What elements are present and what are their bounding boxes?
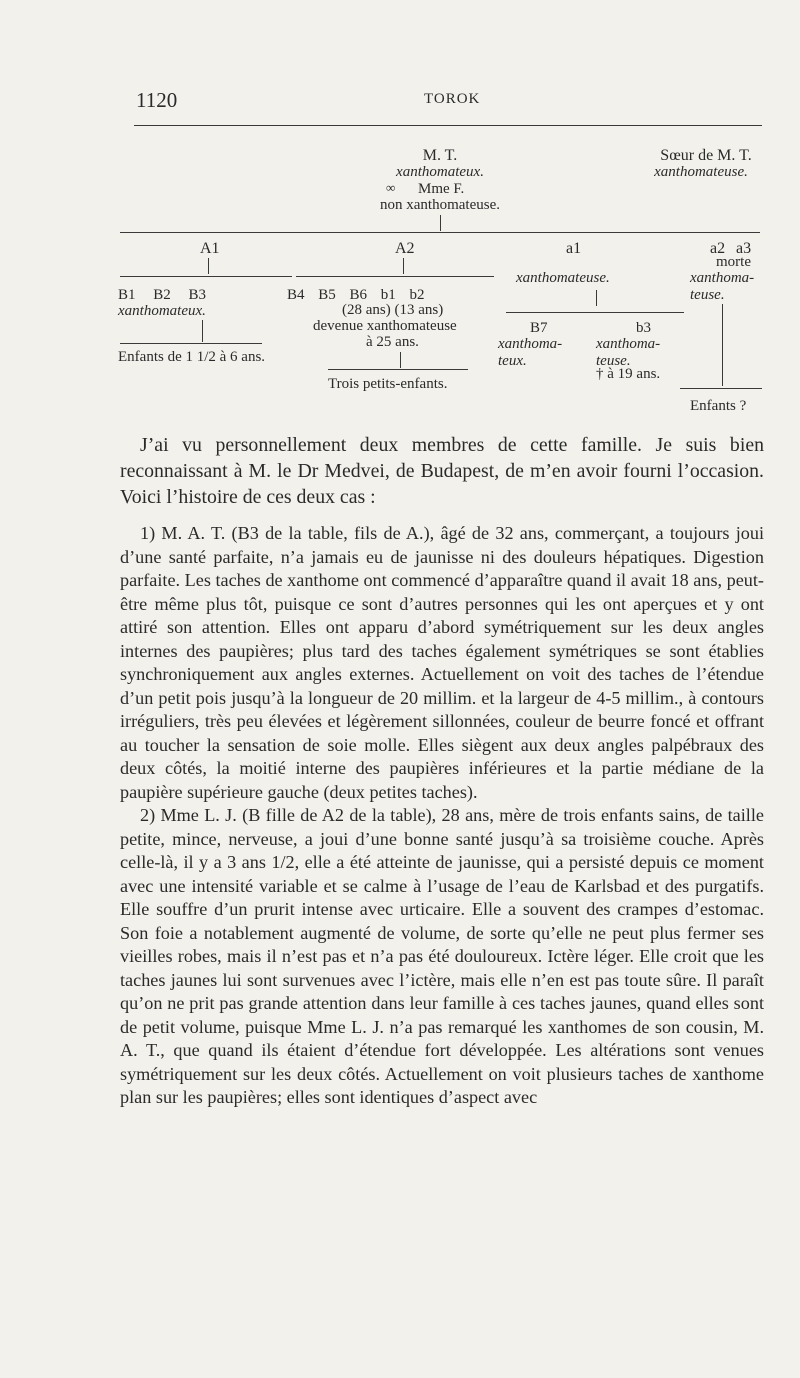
running-title: TOROK [424, 91, 481, 107]
root-status: xanthomateux. [396, 164, 484, 180]
sister-status: xanthomateuse. [654, 164, 748, 180]
a3-status: morte [716, 254, 751, 270]
a2a3-children: Enfants ? [690, 398, 747, 414]
b6-note-2: à 25 ans. [366, 334, 419, 350]
b6-b1-ages: (28 ans) (13 ans) [342, 302, 444, 318]
a1-small-status: xanthomateuse. [516, 270, 610, 286]
header-rule [134, 125, 762, 126]
a2-stem [403, 258, 404, 274]
a2a3-status: xanthoma-teuse. [690, 270, 755, 303]
a2a3-children-bracket [680, 388, 762, 389]
root-stem [440, 215, 441, 231]
case-1-paragraph: 1) M. A. T. (B3 de la table, fils de A.), âgé de 32 ans, commerçant, a toujours joui d’une santé parfaite, n’a jamais eu de jaunisse ni des douleurs hépatiques. Digestion parfaite. Les taches de xanthome ont commencé d’apparaître quand il avait 18 ans, peut-être même plus tôt, puisque ce sont d’autres personnes qui les ont aperçues et y ont attiré son attention. Elles ont apparu d’abord symétriquement sur les deux angles internes des paupières; plus tard des taches également symétriques se sont établies synchroniquement aux angles externes. Actuellement on voit des taches de l’étendue d’un petit pois jusqu’à la longueur de 20 millim. et la largeur de 4-5 millim., à contours irréguliers, très peu élevées et légèrement sillonnées, couleur de beurre foncé et offrant au toucher la sensation de soie molle. Elles siègent aux deux angles palpébraux des deux côtés, la moitié interne des paupières inférieures et la partie médiane de la paupière supérieure gauche (deux petites taches). [120, 523, 764, 802]
label-a2: a2 [710, 240, 726, 257]
b1-b3-labels: B1 B2 B3 [118, 287, 207, 303]
a2-children-bracket [296, 276, 494, 277]
label-a1: a1 [566, 240, 582, 257]
body-text [120, 432, 764, 1110]
b3-status: xanthoma-teuse. [596, 336, 661, 369]
b1-b3-status: xanthomateux. [118, 303, 206, 319]
marriage-symbol: ∞ [386, 180, 396, 195]
spouse-name: Mme F. [418, 181, 465, 197]
case-2-paragraph: 2) Mme L. J. (B fille de A2 de la table), 28 ans, mère de trois enfants sains, de taille petite, mince, nerveuse, a joui d’une bonne santé jusqu’à sa troisième couche. Après celle-là, il y a 3 ans 1/2, elle a été atteinte de jaunisse, qui a persisté depuis ce moment avec une intensité variable et se calme à l’usage de l’eau de Karlsbad et des purgatifs. Elle souffre d’un prurit intense avec urticaire. Elle a souvent des crampes d’estomac. Son foie a notablement augmenté de volume, de sorte qu’elle ne peut plus fermer ses vieilles robes, mais il n’est pas et n’a pas été douloureux. Ictère léger. Elle croit que les taches jaunes lui sont survenues avec l’ictère, mais elle n’en est pas toute sûre. Il paraît qu’on ne prit pas grande attention dans leur famille à ces taches jaunes, quand elles sont de petit volume, puisque Mme L. J. n’a pas remarqué les xanthomes de son cousin, M. A. T., que quand ils étaient d’étendue fort développée. Les altérations sont venues symétriquement sur les deux côtés. Actuellement on voit plusieurs taches de xanthome plan sur les paupières; elles sont identiques d’aspect avec [120, 805, 764, 1107]
a1-stem [208, 258, 209, 274]
b6-note-1: devenue xanthomateuse [313, 318, 457, 334]
generation-a-bracket [120, 232, 760, 233]
label-B7: B7 [530, 320, 548, 336]
root-name: M. T. [422, 147, 458, 164]
label-b3: b3 [636, 320, 651, 336]
b6-children-bracket [328, 369, 468, 370]
b3-stem [202, 320, 203, 342]
sister-name: Sœur de M. T. [660, 147, 752, 164]
spouse-status: non xanthomateuse. [380, 197, 500, 213]
a2a3-stem [722, 304, 723, 386]
b7-status: xanthoma-teux. [498, 336, 563, 369]
a1-children-bracket [120, 276, 292, 277]
b4-b6-labels: B4 B5 B6 b1 b2 [287, 287, 425, 303]
label-A1: A1 [200, 240, 220, 257]
label-a3: a3 [736, 240, 752, 257]
a1-small-children-bracket [506, 312, 684, 313]
b3-children-bracket [120, 343, 262, 344]
label-A2: A2 [395, 240, 415, 257]
a1-small-stem [596, 290, 597, 306]
b3-death: † à 19 ans. [596, 366, 661, 382]
b6-children: Trois petits-enfants. [328, 376, 448, 392]
b6-stem [400, 352, 401, 368]
page-number: 1120 [136, 88, 178, 112]
intro-paragraph: J’ai vu personnellement deux membres de cette famille. Je suis bien reconnaissant à M. le Dr Medvei, de Budapest, de m’en avoir fourni l’occasion. Voici l’histoire de ces deux cas : [120, 434, 764, 508]
b3-children: Enfants de 1 1/2 à 6 ans. [118, 349, 266, 365]
